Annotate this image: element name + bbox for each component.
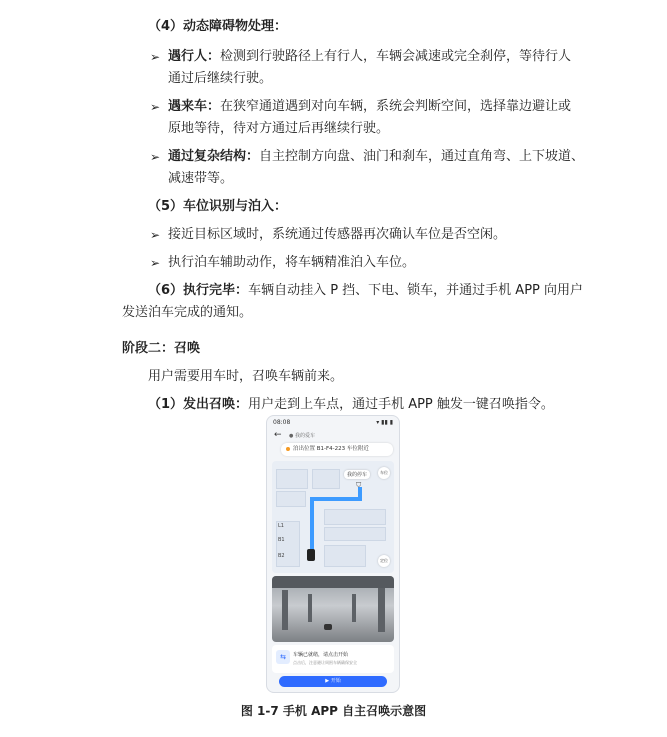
map-block [276,491,306,507]
bullet-arrow-icon: ➢ [150,256,161,270]
map-block [324,509,386,525]
camera-pillar [378,588,385,632]
address-bar[interactable] [281,443,393,456]
figure-caption: 图 1-7 手机 APP 自主召唤示意图 [240,704,427,718]
step1-prefix: （1） [148,397,184,412]
floor-l1[interactable]: L1 [278,523,284,529]
item-complex [168,148,584,166]
back-arrow-icon[interactable]: ← [274,430,282,440]
item-label: 遇行人： [168,49,221,64]
section6-label: 执行完毕： [183,283,249,298]
item-text: 在狭窄通道遇到对向车辆，系统会判断空间，选择靠边避让或 [220,99,572,114]
status-signal: ▾ ▮▮ ▮ [376,419,393,426]
route-segment [310,497,314,553]
floor-b1[interactable]: B1 [278,537,285,543]
item-park-in: 执行泊车辅助动作，将车辆精准泊入车位。 [168,255,416,270]
item-continuation: 减速带等。 [168,171,234,186]
item-continuation: 原地等待，待对方通过后再继续行驶。 [168,121,390,136]
status-time: 08:08 [273,419,291,426]
location-dot-icon [286,447,290,451]
section5-title: （5）车位识别与泊入： [148,199,288,214]
locate-button[interactable]: 定位 [378,555,390,567]
ready-notice [272,645,394,673]
notice-subtitle: 点击后，注意避让周围车辆确保安全 [293,660,357,665]
phone-screenshot [266,415,400,693]
parking-map[interactable] [272,461,394,573]
stage2-intro: 用户需要用车时，召唤车辆前来。 [148,369,344,384]
item-oncoming [168,98,571,116]
stage2-step1 [148,396,554,414]
section6-line [148,282,583,300]
pin-icon: ⛉ [356,481,362,489]
section6-prefix: （6） [148,283,184,298]
section6-continuation: 发送泊车完成的通知。 [122,305,253,320]
header-subtitle: ● 我的爱车 [289,433,315,439]
camera-pillar [308,594,312,622]
item-text: 自主控制方向盘、油门和刹车，通过直角弯、上下坡道、 [259,149,585,164]
address-text: 泊出位置 B1-F4-223 车位附近 [293,446,369,452]
start-button[interactable]: ▶ 开始 [279,676,387,687]
camera-object [324,624,332,630]
bullet-arrow-icon: ➢ [150,228,161,242]
step1-text: 用户走到上车点，通过手机 APP 触发一键召唤指令。 [248,397,554,412]
item-label: 遇来车： [168,99,221,114]
item-confirm-space: 接近目标区域时，系统通过传感器再次确认车位是否空闲。 [168,227,507,242]
stage2-title: 阶段二：召唤 [122,341,201,356]
notice-title: 车辆已就绪，请点击开始 [293,652,349,658]
item-label: 通过复杂结构： [168,149,260,164]
map-block [276,469,308,489]
route-segment [310,497,362,501]
bullet-arrow-icon: ➢ [150,100,161,114]
car-icon [307,549,315,561]
bullet-arrow-icon: ➢ [150,50,161,64]
section6-text: 车辆自动挂入 P 挡、下电、锁车，并通过手机 APP 向用户 [248,283,584,298]
camera-pillar [282,590,288,630]
map-block [312,469,340,489]
item-pedestrian [168,48,571,66]
item-text: 检测到行驶路径上有行人，车辆会减速或完全刹停，等待行人 [220,49,572,64]
camera-view [272,576,394,642]
bullet-arrow-icon: ➢ [150,150,161,164]
parking-tag: 我的停车 [344,470,370,479]
parking-button[interactable]: 车位 [378,467,390,479]
map-block [324,527,386,541]
floor-b2[interactable]: B2 [278,553,285,559]
item-continuation: 通过后继续行驶。 [168,71,273,86]
step1-label: 发出召唤： [183,397,249,412]
camera-ceiling [272,576,394,588]
car-ready-icon: ⇆ [276,650,290,664]
map-block [324,545,366,567]
camera-pillar [352,594,356,622]
section4-title: （4）动态障碍物处理： [148,19,288,34]
